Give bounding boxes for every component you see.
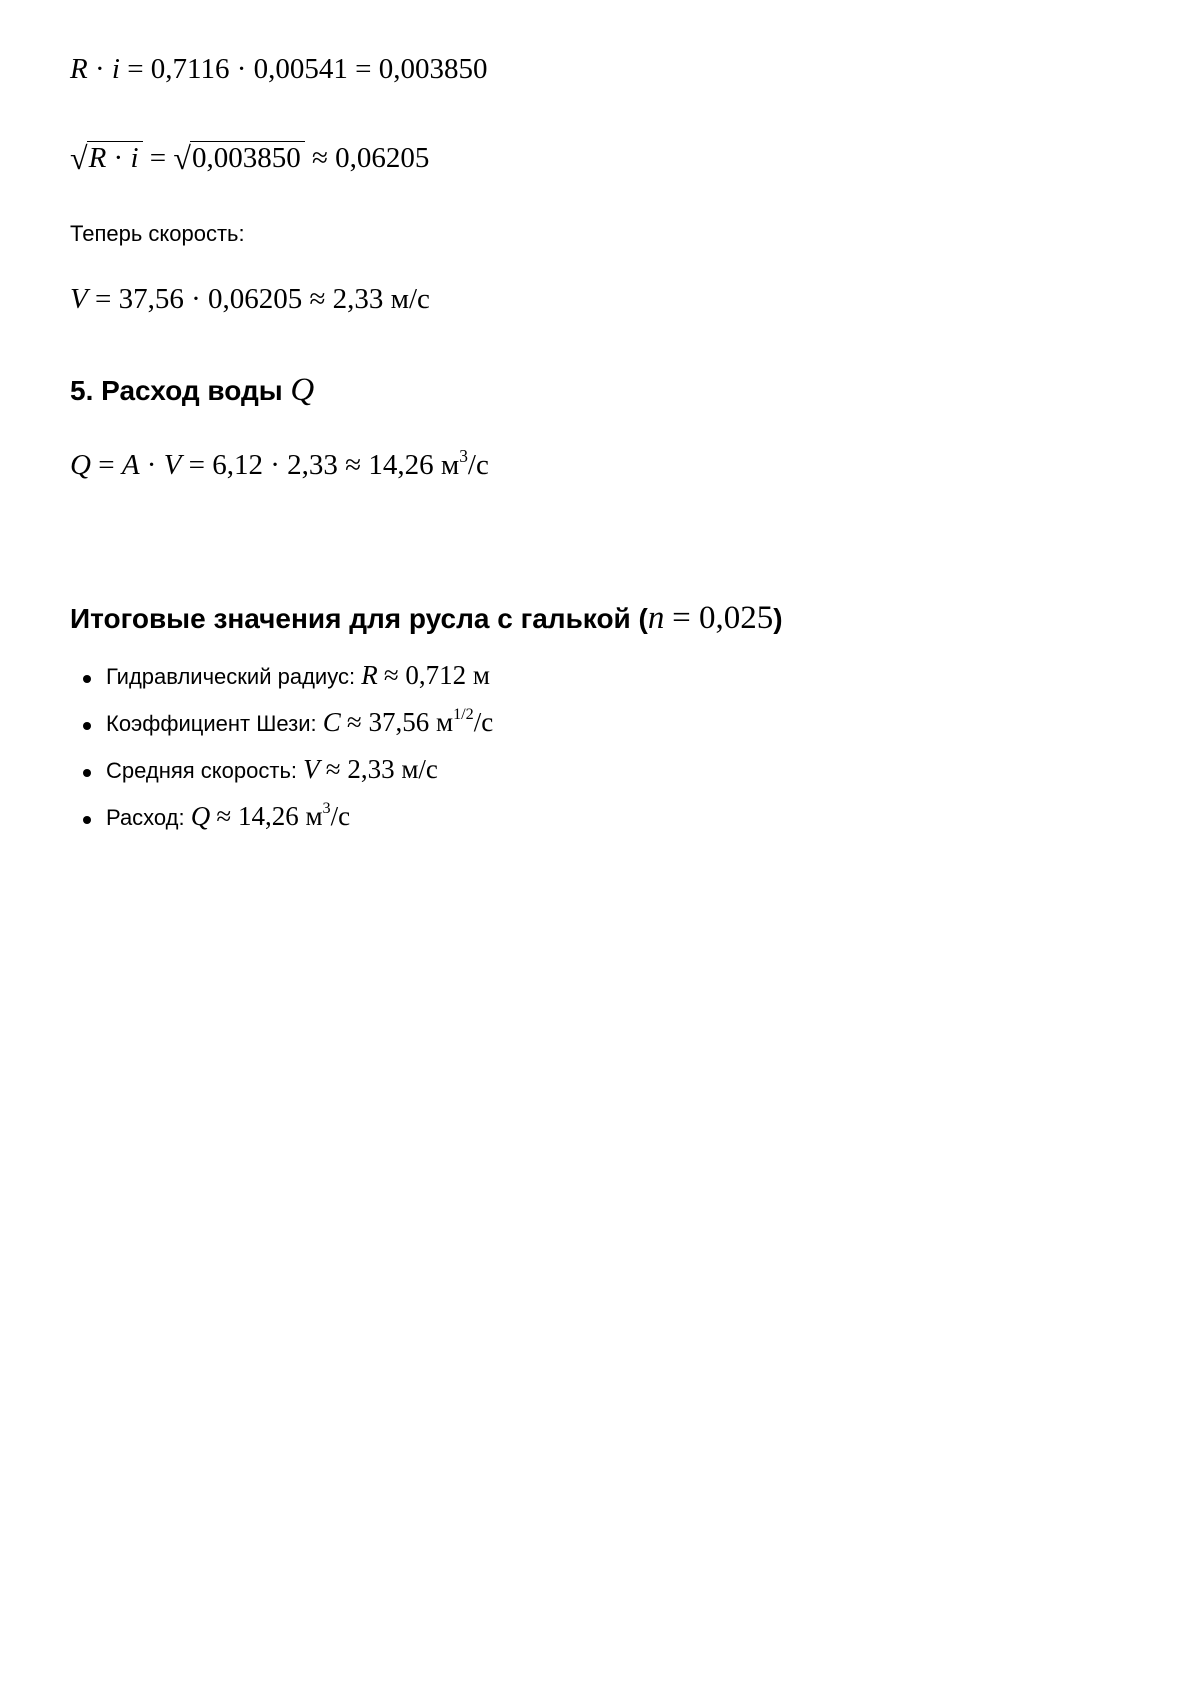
- var-n: n: [647, 600, 665, 636]
- list-item-value: [216, 801, 350, 831]
- summary-list: [70, 660, 493, 848]
- var-q: Q: [290, 372, 315, 408]
- list-item-value: ≈ 0,712 м: [383, 660, 490, 690]
- var-i: i: [130, 142, 139, 174]
- sqrt-value-expression: [173, 140, 304, 176]
- var-v: V: [70, 283, 88, 315]
- equation-rest: = 37,56 · 0,06205 ≈ 2,33 м/с: [94, 283, 430, 315]
- dot-operator: ·: [146, 449, 157, 481]
- list-item: [106, 801, 493, 848]
- var-q: Q: [70, 449, 91, 481]
- summary-heading-suffix: ): [773, 603, 783, 634]
- list-item-label: Коэффициент Шези:: [106, 711, 317, 736]
- var-r: R: [70, 53, 88, 85]
- summary-heading-prefix: Итоговые значения для русла с галькой (: [70, 603, 648, 634]
- summary-heading: [70, 600, 783, 637]
- equation-sqrt: [70, 140, 430, 176]
- value-text: ≈ 37,56 м: [346, 707, 454, 737]
- unit-tail: /с: [330, 801, 351, 831]
- unit-superscript: 3: [322, 799, 331, 818]
- var-r: R: [361, 660, 378, 690]
- equals-sign: =: [98, 449, 115, 481]
- var-i: i: [111, 53, 120, 85]
- var-c: C: [322, 707, 341, 737]
- list-item-label: Гидравлический радиус:: [106, 664, 356, 689]
- var-v: V: [303, 754, 320, 784]
- n-value: = 0,025: [672, 600, 774, 636]
- var-v: V: [163, 449, 182, 481]
- velocity-intro-text: Теперь скорость:: [70, 221, 245, 246]
- list-item-label: Расход:: [106, 805, 185, 830]
- list-item: [106, 707, 493, 754]
- list-item: [106, 660, 493, 707]
- unit-tail: /с: [473, 707, 494, 737]
- sqrt-expression: [70, 140, 143, 176]
- equation-velocity: [70, 285, 430, 314]
- sqrt-radicand: [87, 141, 143, 173]
- var-r: R: [88, 142, 107, 174]
- unit-superscript: 3: [459, 445, 468, 466]
- sqrt-value: 0,003850: [190, 141, 305, 173]
- var-q: Q: [190, 801, 211, 831]
- list-item: [106, 754, 493, 801]
- equation-r-times-i: [70, 55, 488, 84]
- section-heading-text: 5. Расход воды: [70, 375, 283, 406]
- dot-operator: ·: [94, 53, 105, 85]
- equation-rest: = 0,7116 · 0,00541 = 0,003850: [127, 53, 488, 85]
- unit-superscript: 1/2: [453, 705, 474, 724]
- unit-tail: /с: [467, 449, 489, 481]
- sqrt-symbol: √: [70, 140, 88, 176]
- sqrt-result: ≈ 0,06205: [311, 142, 430, 174]
- equals-sign: =: [149, 142, 167, 174]
- sqrt-symbol: √: [173, 140, 191, 176]
- list-item-value: [347, 707, 493, 737]
- equation-rest: = 6,12 · 2,33 ≈ 14,26 м: [188, 449, 460, 481]
- dot-operator: ·: [113, 142, 124, 174]
- value-text: ≈ 14,26 м: [216, 801, 323, 831]
- equation-flow: [70, 445, 489, 481]
- var-a: A: [121, 449, 140, 481]
- list-item-label: Средняя скорость:: [106, 758, 298, 783]
- section-heading-flow: [70, 372, 314, 409]
- list-item-value: ≈ 2,33 м/с: [325, 754, 438, 784]
